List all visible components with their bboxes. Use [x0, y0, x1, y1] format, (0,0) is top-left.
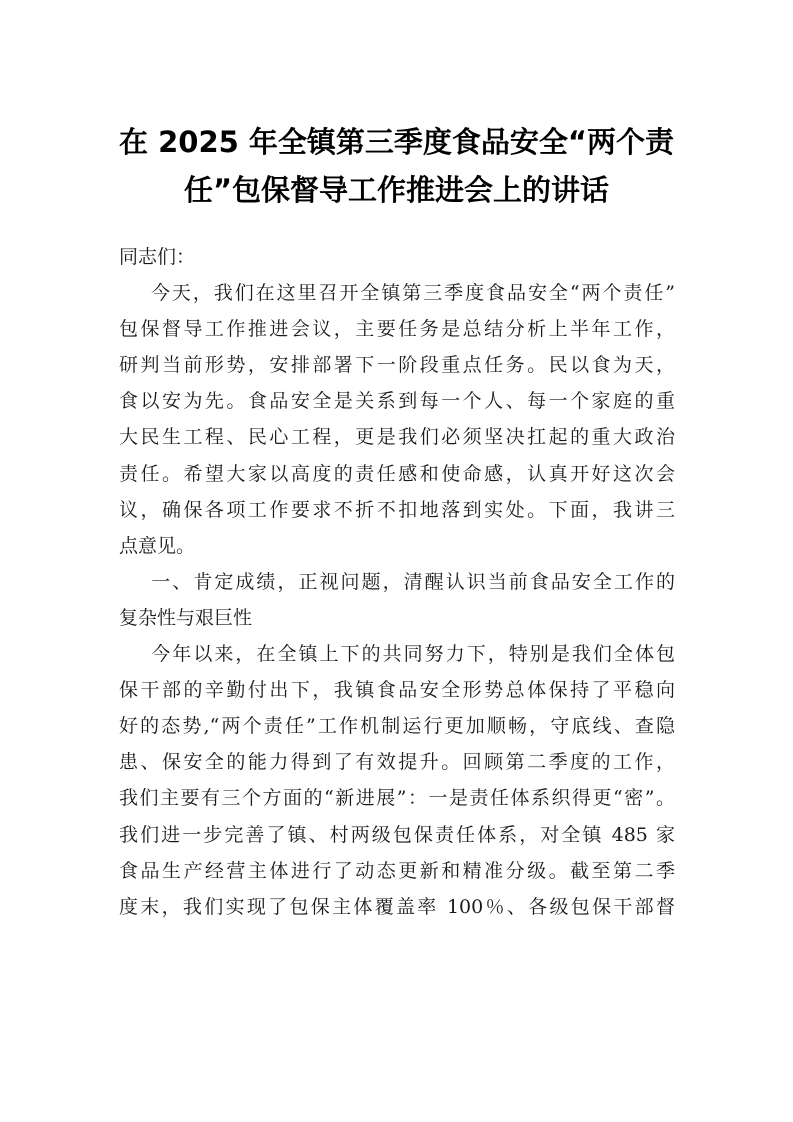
salutation-line: 同志们： — [119, 246, 196, 268]
body-line: 点意见。 — [119, 534, 196, 557]
body-line: 今年以来，在全镇上下的共同努力下，特别是我们全体包 — [119, 643, 675, 666]
body-line: 好的态势,“两个责任”工作机制运行更加顺畅，守底线、查隐 — [119, 715, 675, 738]
body-line: 包保督导工作推进会议，主要任务是总结分析上半年工作， — [119, 318, 675, 341]
document-body — [119, 239, 675, 925]
body-line: 我们进一步完善了镇、村两级包保责任体系，对全镇 485 家 — [119, 823, 675, 846]
body-line: 食品生产经营主体进行了动态更新和精准分级。截至第二季 — [119, 859, 675, 882]
body-line: 患、保安全的能力得到了有效提升。回顾第二季度的工作， — [119, 751, 675, 774]
title-line-2: 任”包保督导工作推进会上的讲话 — [183, 173, 610, 207]
body-line: 大民生工程、民心工程，更是我们必须坚决扛起的重大政治 — [119, 426, 675, 449]
section-heading-line: 复杂性与艰巨性 — [119, 606, 253, 629]
document-title — [100, 118, 693, 214]
section-heading-line: 一、肯定成绩，正视问题，清醒认识当前食品安全工作的 — [119, 570, 675, 593]
body-line: 议，确保各项工作要求不折不扣地落到实处。下面，我讲三 — [119, 498, 675, 521]
body-line: 度末，我们实现了包保主体覆盖率 100％、各级包保干部督 — [119, 895, 675, 918]
title-line-1: 在 2025 年全镇第三季度食品安全“两个责 — [119, 125, 674, 159]
body-line: 今天，我们在这里召开全镇第三季度食品安全“两个责任” — [119, 282, 675, 305]
body-line: 研判当前形势，安排部署下一阶段重点任务。民以食为天， — [119, 354, 675, 377]
body-line: 保干部的辛勤付出下，我镇食品安全形势总体保持了平稳向 — [119, 679, 675, 702]
body-line: 食以安为先。食品安全是关系到每一个人、每一个家庭的重 — [119, 390, 675, 413]
body-line: 我们主要有三个方面的“新进展”：一是责任体系织得更“密”。 — [119, 787, 675, 810]
body-line: 责任。希望大家以高度的责任感和使命感，认真开好这次会 — [119, 462, 675, 485]
